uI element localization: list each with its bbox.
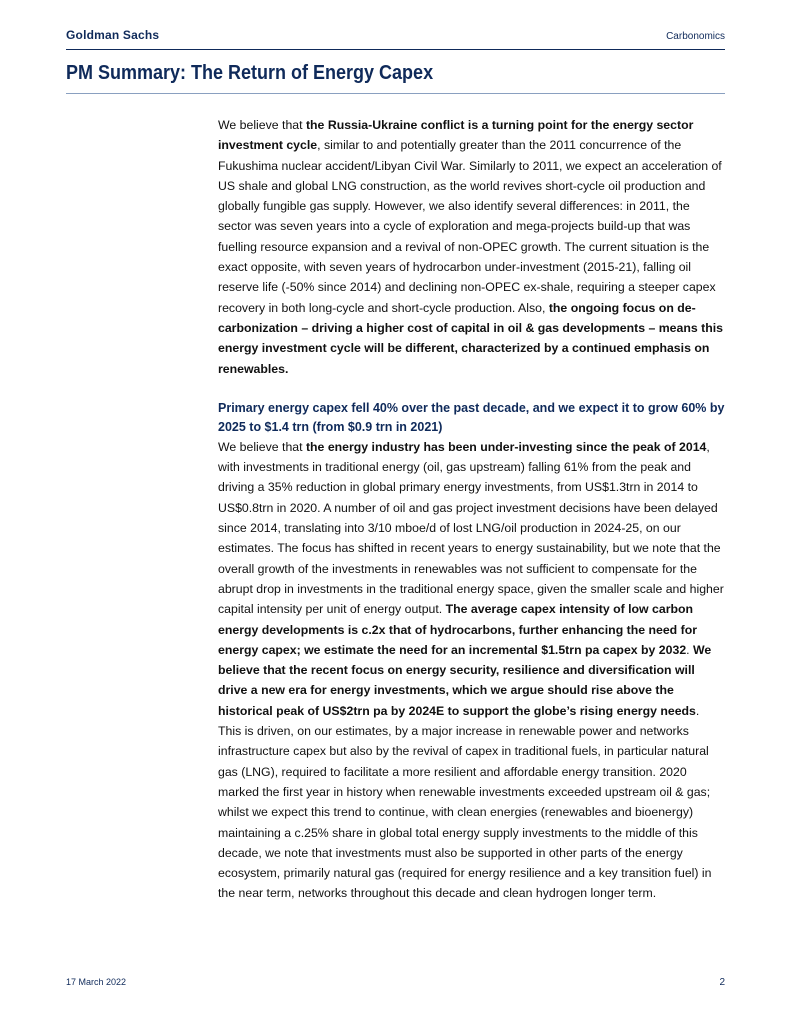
- capex-paragraph: We believe that the energy industry has been under-investing since the peak of 2014, with investments in traditional energy (oil, gas upstream) falling 61% from the peak and driving a 35% reduction in global primary energy investments, from US$1.3trn in 2014 to US$0.8trn in 2020. A number of oil and gas project investment decisions have been delayed since 2014, translating into 3/10 mboe/d of lost LNG/oil production in 2024-25, on our estimates. The focus has shifted in recent years to energy sustainability, but we note that the overall growth of the investments in renewables was not sufficient to compensate for the abrupt drop in investments in the traditional energy space, given the smaller scale and higher capital intensity per unit of energy output. The average capex intensity of low carbon energy developments is c.2x that of hydrocarbons, further enhancing the need for energy capex; we estimate the need for an incremental $1.5trn pa capex by 2032. We believe that the recent focus on energy security, resilience and diversification will drive a new era for energy investments, which we argue should rise above the historical peak of US$2trn pa by 2024E to support the globe’s rising energy needs. This is driven, on our estimates, by a major increase in renewable power and networks infrastructure capex but also by the revival of capex in traditional fuels, in particular natural gas (LNG), required to facilitate a more resilient and affordable energy transition. 2020 marked the first year in history when renewable investments exceeded upstream oil & gas; whilst we expect this trend to continue, with clean energies (renewables and bioenergy) maintaining a c.25% share in global total energy supply investments to the middle of this decade, we note that investments must also be supported in other parts of the energy ecosystem, primarily natural gas (required for energy resilience and a key transition fuel) in the near term, networks throughout this decade and clean hydrogen longer term.: [218, 439, 724, 901]
- footer-date: 17 March 2022: [66, 977, 127, 987]
- header-brand: Goldman Sachs: [66, 28, 160, 42]
- intro-paragraph: We believe that the Russia-Ukraine conflict is a turning point for the energy sector investment cycle, similar to and potentially greater than the 2011 concurrence of the Fukushima nuclear accident/Libyan Civil War. Similarly to 2011, we expect an acceleration of US shale and global LNG construction, as the world revives short-cycle oil production and globally fungible gas supply. However, we also identify several differences: in 2011, the sector was seven years into a cycle of exploration and mega-projects build-up that was fuelling resource expansion and a revival of non-OPEC growth. The current situation is the exact opposite, with seven years of hydrocarbon under-investment (2015-21), falling oil reserve life (-50% since 2014) and declining non-OPEC ex-shale, requiring a steeper capex recovery in both long-cycle and short-cycle production. Also, the ongoing focus on de-carbonization – driving a higher cost of capital in oil & gas developments – means this energy investment cycle will be different, characterized by a continued emphasis on renewables.: [218, 118, 723, 376]
- page-title: PM Summary: The Return of Energy Capex: [66, 62, 434, 84]
- body-column: [218, 115, 725, 904]
- page-number: 2: [719, 977, 725, 988]
- header-section-label: Carbonomics: [666, 31, 725, 42]
- section-subheading: Primary energy capex fell 40% over the past decade, and we expect it to grow 60% by 2025 to $1.4 trn (from $0.9 trn in 2021): [218, 400, 725, 434]
- title-divider: [66, 93, 725, 94]
- header-divider: [66, 49, 725, 50]
